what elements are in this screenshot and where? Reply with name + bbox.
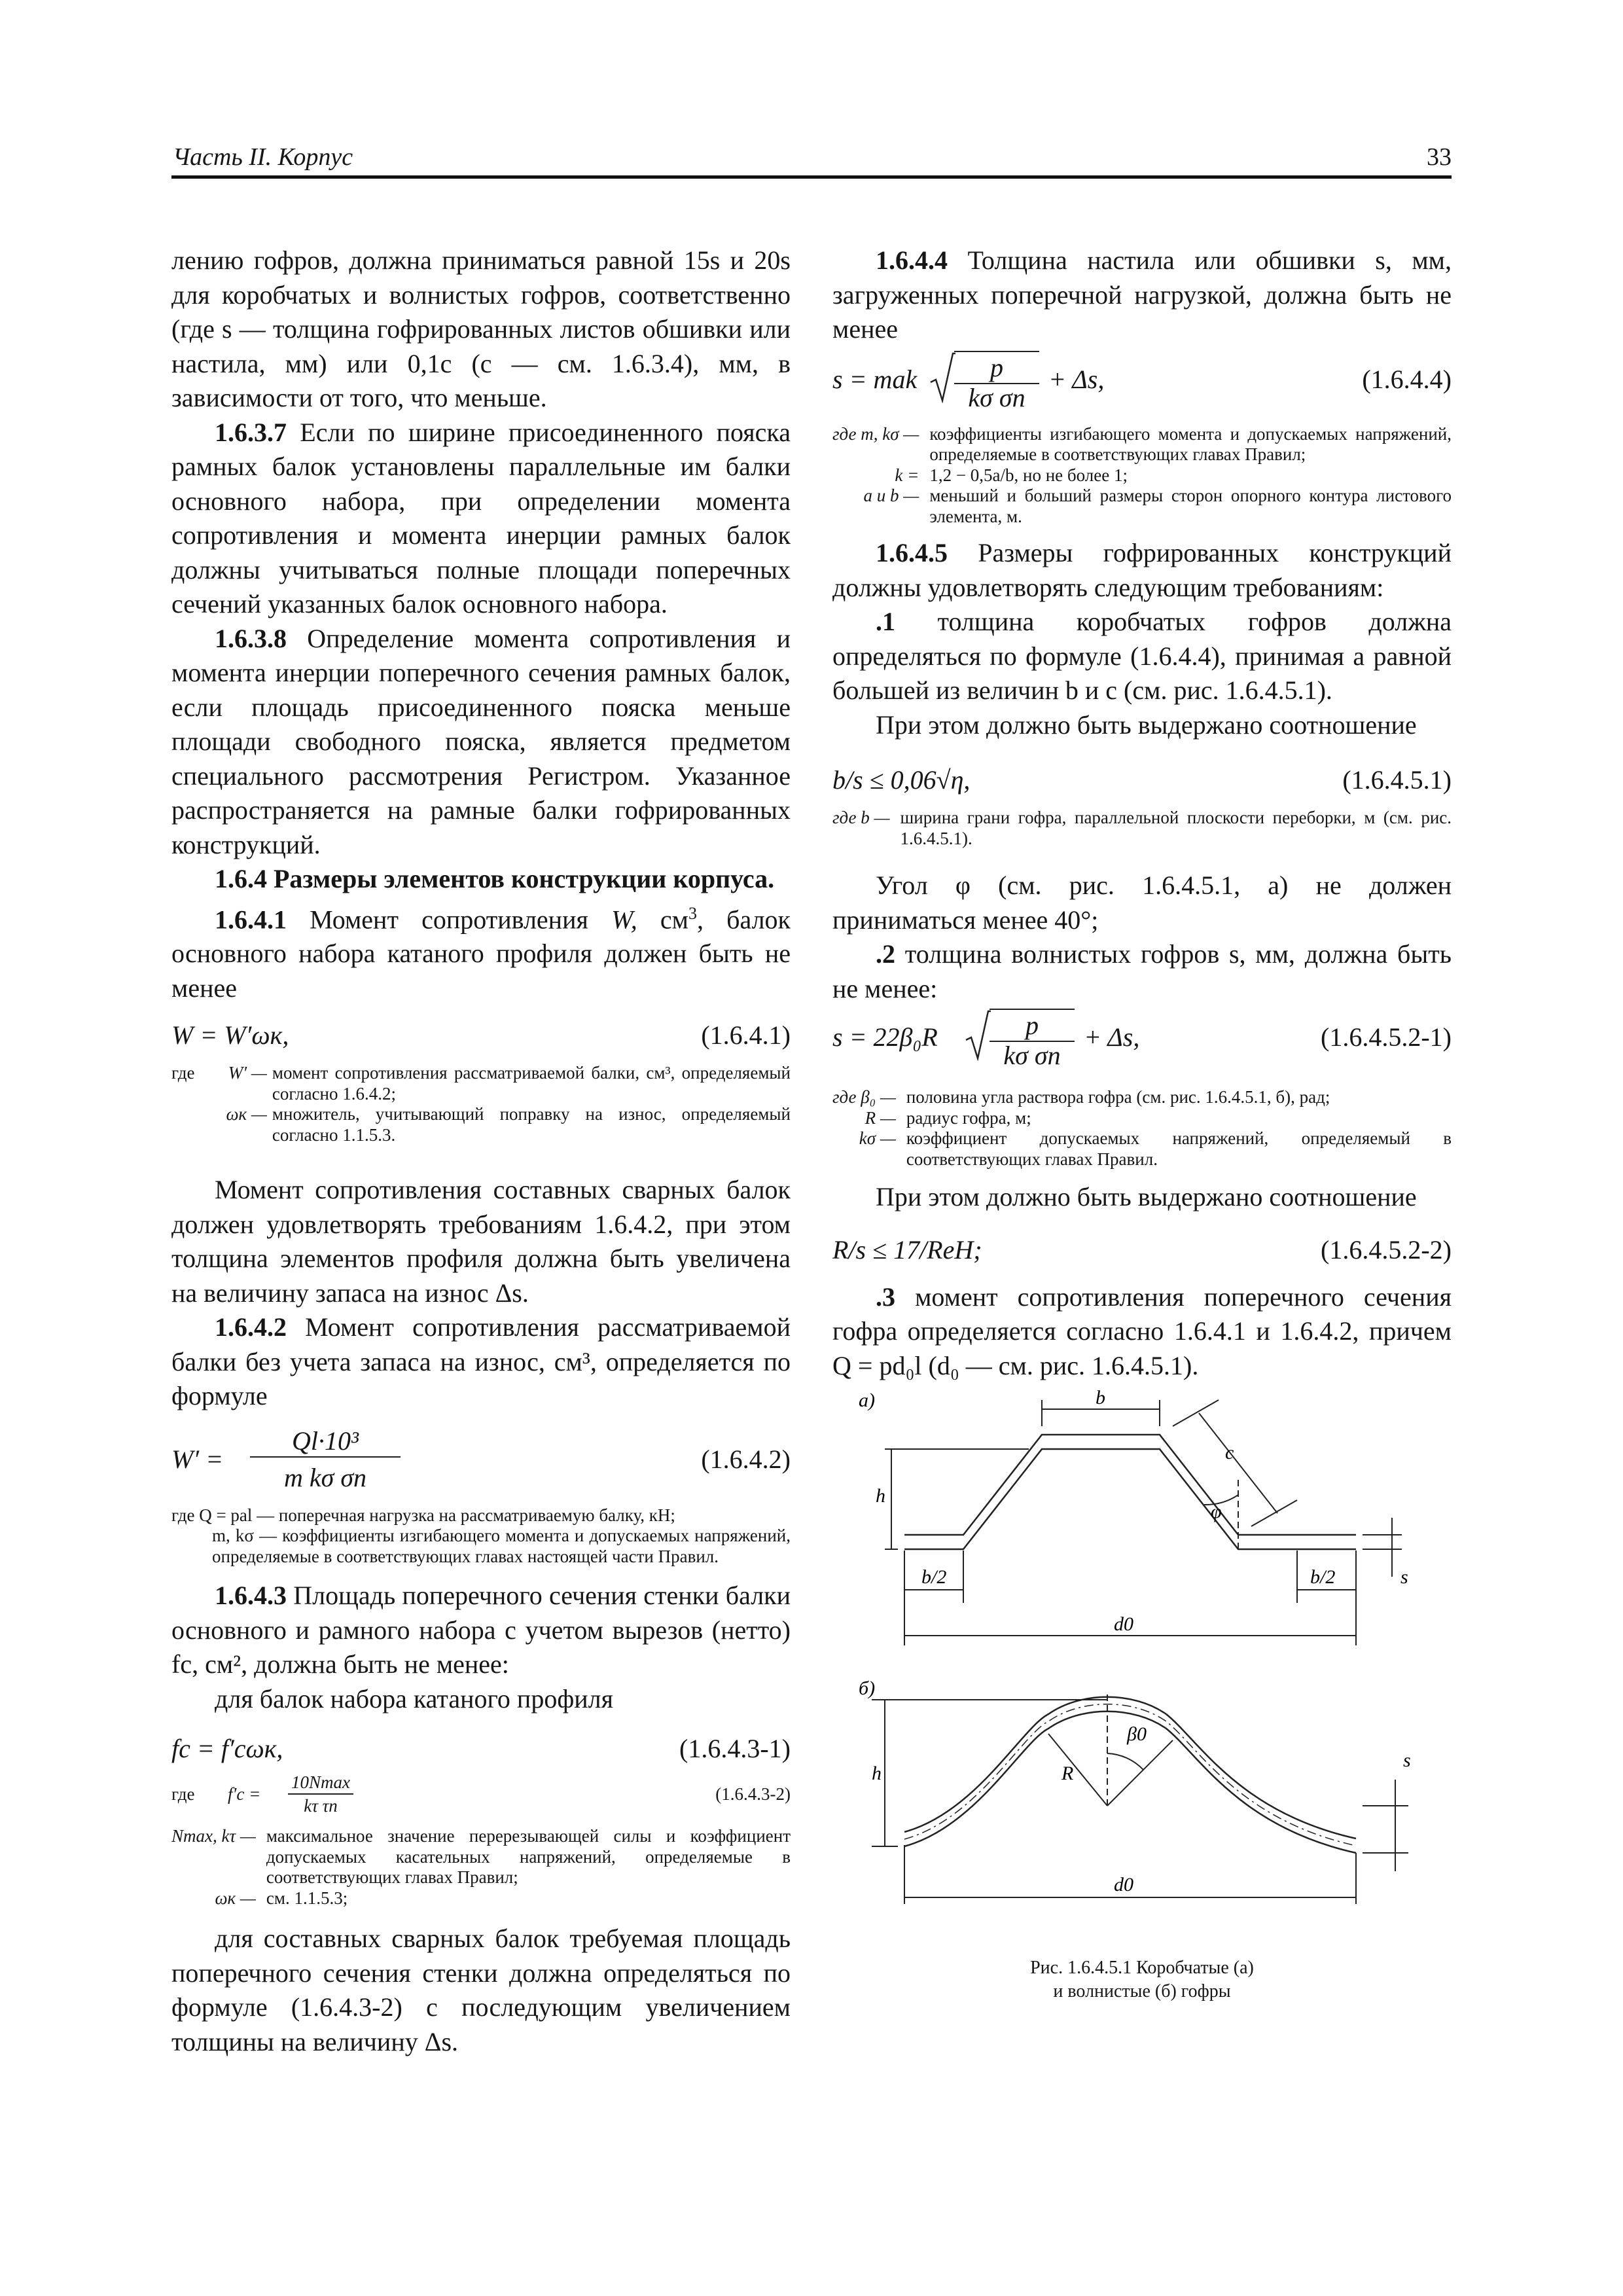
paragraph: лению гофров, должна приниматься равной 15s и 20s для коробчатых и волнистых гофров, соответственно (где s — толщина гофрированных листов обшивки или настила, мм) или 0,1c (c — см. 1.6.3.4), мм, в зависимости от того, что меньше. xyxy=(171,245,791,412)
legend-1-6-4-2-b: m, kσ — коэффициенты изгибающего момента и допускаемых напряжений, определяемые в соответствующих главах настоящей части Правил. xyxy=(212,1526,791,1566)
angle-phi: φ xyxy=(1211,1501,1222,1522)
page-number: 33 xyxy=(1427,143,1452,171)
equation-1-6-4-5-1: b/s ≤ 0,06√η, (1.6.4.5.1) xyxy=(832,765,1452,795)
paragraph: для балок набора катаного профиля xyxy=(215,1683,614,1713)
figure-label-b: б) xyxy=(859,1677,876,1699)
legend-1-6-4-5-2-1: где β₀ — половина угла раствора гофра (см. рис. 1.6.4.5.1, б), рад; R — радиус гофра, м; kσ — коэффициент допускаемых напряжений, определяемый в соответствующих главах Правил. xyxy=(832,1087,1452,1169)
paragraph-1-6-4-2: 1.6.4.2 Момент сопротивления рассматриваемой балки без учета запаса на износ, см³, определяется по формуле xyxy=(171,1312,791,1411)
dimension-d0: d0 xyxy=(1114,1613,1133,1635)
dimension-b-half-right: b/2 xyxy=(1310,1566,1336,1588)
box-corrugation-profile xyxy=(904,1435,1356,1549)
paragraph: для составных сварных балок требуемая площадь поперечного сечения стенки должна определяться по формуле (1.6.4.3-2) с последующим увеличением толщины на величину Δs. xyxy=(171,1924,791,2056)
paragraph: Момент сопротивления составных сварных балок должен удовлетворять требованиям 1.6.4.2, при этом толщина элементов профиля должна быть увеличена на величину запаса на износ Δs. xyxy=(171,1175,791,1308)
header-rule xyxy=(171,175,1452,179)
figure-caption: Рис. 1.6.4.5.1 Коробчатые (а) и волнистые (б) гофры xyxy=(1030,1958,1254,2001)
equation-1-6-4-5-2-1: s = 22β₀R p kσ σn + Δs, (1.6.4.5.2-1) xyxy=(832,1009,1452,1071)
angle-beta0: β0 xyxy=(1127,1723,1147,1745)
wavy-corrugation-profile xyxy=(904,1697,1356,1853)
equation-1-6-4-3-2: где f′c = 10Nmax kτ τn (1.6.4.3-2) xyxy=(171,1772,791,1816)
dimension-d0-wavy: d0 xyxy=(1114,1874,1133,1895)
legend-1-6-4-1: где W′ — момент сопротивления рассматриваемой балки, см³, определяемый согласно 1.6.4.2; ωк — множитель, учитывающий поправку на износ, определяемый согласно 1.1.5.3. xyxy=(171,1063,791,1145)
paragraph-1-6-4-4: 1.6.4.4 Толщина настила или обшивки s, мм, загруженных поперечной нагрузкой, должна быть не менее xyxy=(832,245,1452,344)
paragraph-1-6-4-1: 1.6.4.1 Момент сопротивления W, $см^3$, балок основного набора катаного профиля должен быть не менее xyxy=(171,903,791,1003)
equation-1-6-4-1: W = W′ωк, (1.6.4.1) xyxy=(171,1020,791,1050)
dimension-b: b xyxy=(1096,1387,1105,1408)
paragraph-1-6-4-5: 1.6.4.5 Размеры гофрированных конструкций должны удовлетворять следующим требованиям: xyxy=(832,538,1452,602)
right-column xyxy=(832,243,1452,2003)
dimension-b-half-left: b/2 xyxy=(921,1566,947,1588)
running-header-title: Часть II. Корпус xyxy=(173,143,353,171)
dimension-c: c xyxy=(1225,1442,1234,1463)
dimension-s: s xyxy=(1400,1566,1408,1588)
equation-1-6-4-2: W′ = Ql·10³ m kσ σn (1.6.4.2) xyxy=(171,1426,791,1492)
paragraph-1-6-3-7: 1.6.3.7 Если по ширине присоединенного пояска рамных балок установлены параллельные им балки основного набора, при определении момента сопротивления и момента инерции рамных балок должны учитываться полные площади поперечных сечений указанных балок основного набора. xyxy=(171,417,791,619)
section-heading-1-6-4: 1.6.4 Размеры элементов конструкции корпуса. xyxy=(215,864,775,893)
legend-1-6-4-5-1: где b — ширина грани гофра, параллельной плоскости переборки, м (см. рис. 1.6.4.5.1). xyxy=(832,808,1452,848)
paragraph: При этом должно быть выдержано соотношение xyxy=(876,709,1417,740)
legend-1-6-4-2-a: где Q = pal — поперечная нагрузка на рассматриваемую балку, кН; xyxy=(171,1505,675,1525)
paragraph-1-6-3-8: 1.6.3.8 Определение момента сопротивления и момента инерции поперечного сечения рамных балок, если площадь присоединенного пояска меньше площади свободного пояска, является предметом специального рассмотрения Регистром. Указанное распространяется на рамные балки гофрированных конструкций. xyxy=(171,623,791,859)
box-corrugation-dimensions xyxy=(885,1400,1402,1645)
radius-R: R xyxy=(1061,1763,1074,1784)
legend-1-6-4-3: Nmax, kτ — максимальное значение перерезывающей силы и коэффициент допускаемых касательных напряжений, определяемые в соответствующих главах Правил; ωк — см. 1.1.5.3; xyxy=(171,1826,791,1908)
dimension-h: h xyxy=(876,1485,885,1507)
paragraph-1-6-4-3: 1.6.4.3 Площадь поперечного сечения стенки балки основного и рамного набора с учетом вырезов (нетто) fc, см², должна быть не менее: xyxy=(171,1581,791,1679)
paragraph-item-3: .3 момент сопротивления поперечного сечения гофра определяется согласно 1.6.4.1 и 1.6.4.2, причем Q = pd₀l (d₀ — см. рис. 1.6.4.5.1). xyxy=(832,1282,1452,1380)
sqrt-sign xyxy=(965,1009,991,1061)
paragraph-item-1: .1 толщина коробчатых гофров должна определяться по формуле (1.6.4.4), принимая a равной большей из величин b и c (см. рис. 1.6.4.5.1). xyxy=(832,607,1452,705)
sqrt-sign xyxy=(929,351,955,403)
equation-1-6-4-4: s = mak p kσ σn + Δs, (1.6.4.4) xyxy=(832,351,1452,414)
paragraph: При этом должно быть выдержано соотношение xyxy=(876,1182,1417,1211)
paragraph: Угол φ (см. рис. 1.6.4.5.1, а) не должен приниматься менее 40°; xyxy=(832,870,1452,935)
dimension-s-wavy: s xyxy=(1403,1749,1411,1771)
legend-1-6-4-4: где m, kσ — коэффициенты изгибающего момента и допускаемых напряжений, определяемые в соответствующих главах Правил; k = 1,2 − 0,5a/b, но не более 1; a и b — меньший и больший размеры сторон опорного контура листового элемента, м. xyxy=(832,423,1452,526)
dimension-h-wavy: h xyxy=(872,1763,882,1784)
left-column xyxy=(171,243,791,2059)
paragraph-item-2: .2 толщина волнистых гофров s, мм, должна быть не менее: xyxy=(832,939,1452,1003)
equation-1-6-4-5-2-2: R/s ≤ 17/ReH; (1.6.4.5.2-2) xyxy=(832,1234,1452,1265)
equation-1-6-4-3-1: fc = f′cωк, (1.6.4.3-1) xyxy=(171,1734,791,1764)
figure-label-a: а) xyxy=(859,1390,875,1411)
